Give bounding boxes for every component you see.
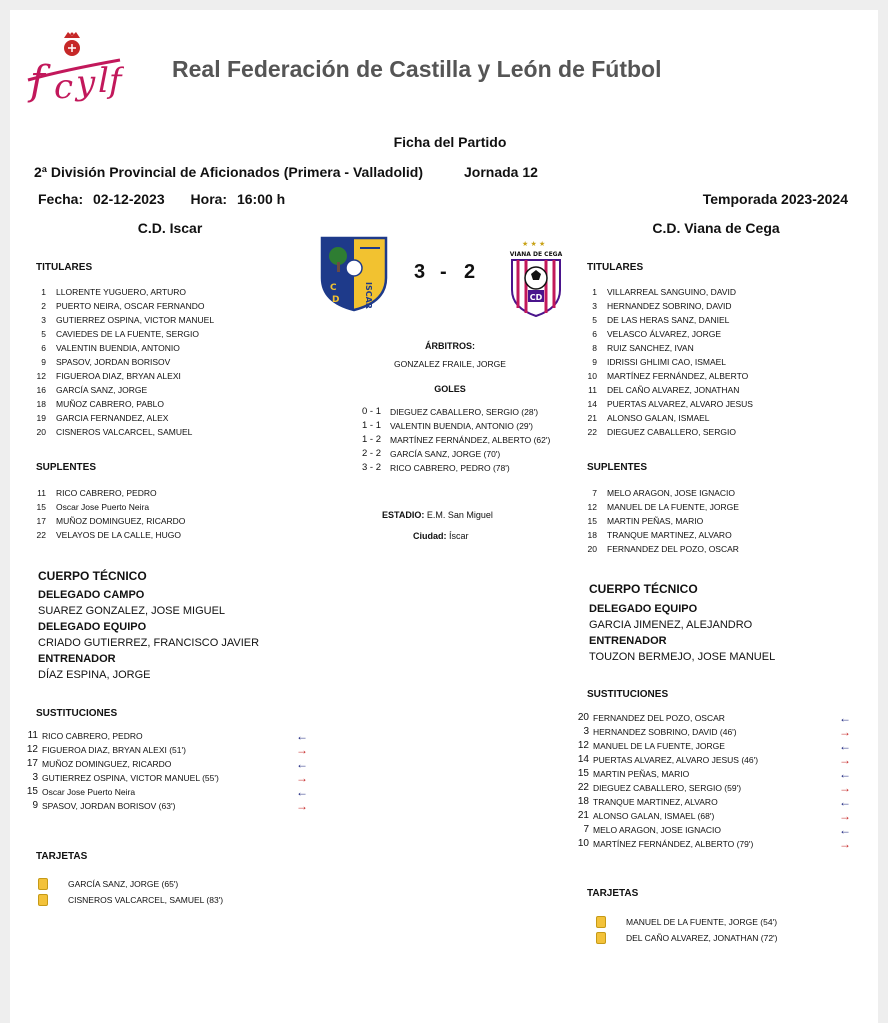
home-score: 3 xyxy=(414,261,426,283)
arrow-left-icon: ← xyxy=(839,795,851,809)
player-name: VELAYOS DE LA CALLE, HUGO xyxy=(56,530,182,540)
shirt-number: 8 xyxy=(592,343,597,353)
player-name: RICO CABRERO, PEDRO xyxy=(42,731,143,741)
player-name: FIGUEROA DIAZ, BRYAN ALEXI (51') xyxy=(42,745,186,755)
arrow-right-icon: → xyxy=(296,743,308,757)
goal-score: 1 - 1 xyxy=(362,420,382,431)
shirt-number: 22 xyxy=(577,782,589,793)
date-value: 02-12-2023 xyxy=(93,191,165,207)
player-name: GARCÍA SANZ, JORGE (65') xyxy=(68,879,179,889)
away-cards-heading: TARJETAS xyxy=(587,888,639,899)
sub-player-row xyxy=(28,528,185,542)
player-name: CAVIEDES DE LA FUENTE, SERGIO xyxy=(56,329,199,339)
shirt-number: 15 xyxy=(587,516,597,526)
player-name: MELO ARAGON, JOSE IGNACIO xyxy=(593,825,721,835)
substitution-row xyxy=(571,823,849,837)
starter-row xyxy=(28,285,214,299)
shirt-number: 5 xyxy=(592,315,597,325)
substitution-row xyxy=(571,725,849,739)
shirt-number: 10 xyxy=(577,838,589,849)
shirt-number: 6 xyxy=(41,343,46,353)
arrow-right-icon: → xyxy=(839,753,851,767)
org-title: Real Federación de Castilla y León de Fútbol xyxy=(172,56,662,82)
player-name: GARCÍA SANZ, JORGE xyxy=(56,385,148,395)
yellow-card-icon xyxy=(596,932,606,944)
player-name: PUERTAS ALVAREZ, ALVARO JESUS (46') xyxy=(593,755,759,765)
staff-role: ENTRENADOR xyxy=(589,635,667,647)
goal-scorer: GARCÍA SANZ, JORGE (70') xyxy=(390,449,501,459)
starter-row xyxy=(579,383,753,397)
shirt-number: 18 xyxy=(577,796,589,807)
substitution-row xyxy=(20,771,312,785)
substitution-row xyxy=(20,785,312,799)
starter-row xyxy=(28,425,214,439)
arrow-left-icon: ← xyxy=(296,729,308,743)
substitution-row xyxy=(571,739,849,753)
player-name: MELO ARAGON, JOSE IGNACIO xyxy=(607,488,735,498)
substitution-row xyxy=(571,711,849,725)
away-team-crest xyxy=(506,238,566,318)
shirt-number: 2 xyxy=(41,301,46,311)
stadium-label: ESTADIO: xyxy=(382,510,425,520)
shirt-number: 14 xyxy=(577,754,589,765)
score-separator: - xyxy=(440,261,447,283)
yellow-card-icon xyxy=(38,894,48,906)
home-substitutions-heading: SUSTITUCIONES xyxy=(36,708,118,719)
sub-player-row xyxy=(28,514,185,528)
home-subs-list xyxy=(28,486,185,542)
away-crest-badge: CD xyxy=(529,293,543,302)
starter-row xyxy=(579,425,753,439)
goal-score: 2 - 2 xyxy=(362,448,382,459)
arrow-left-icon: ← xyxy=(839,823,851,837)
staff-name: TOUZON BERMEJO, JOSE MANUEL xyxy=(589,651,776,663)
arrow-right-icon: → xyxy=(839,837,851,851)
goal-row xyxy=(362,433,550,447)
player-name: SPASOV, JORDAN BORISOV xyxy=(56,357,171,367)
starter-row xyxy=(579,411,753,425)
shirt-number: 7 xyxy=(592,488,597,498)
away-crest-stars: ★ ★ ★ xyxy=(522,240,546,248)
shirt-number: 3 xyxy=(592,301,597,311)
starter-row xyxy=(28,341,214,355)
away-cards-list xyxy=(596,914,778,946)
player-name: CISNEROS VALCARCEL, SAMUEL xyxy=(56,427,193,437)
goal-scorer: VALENTIN BUENDIA, ANTONIO (29') xyxy=(390,421,534,431)
player-name: FERNANDEZ DEL POZO, OSCAR xyxy=(607,544,739,554)
player-name: TRANQUE MARTINEZ, ALVARO xyxy=(593,797,718,807)
substitution-row xyxy=(571,781,849,795)
time-label: Hora: xyxy=(190,191,228,207)
sub-player-row xyxy=(579,542,739,556)
staff-name: CRIADO GUTIERREZ, FRANCISCO JAVIER xyxy=(38,637,260,649)
player-name: GARCIA FERNANDEZ, ALEX xyxy=(56,413,169,423)
sub-player-row xyxy=(28,500,185,514)
player-name: DIEGUEZ CABALLERO, SERGIO (59') xyxy=(593,783,742,793)
player-name: MARTÍNEZ FERNÁNDEZ, ALBERTO (79') xyxy=(593,839,754,849)
card-row xyxy=(596,914,778,930)
away-team-name: C.D. Viana de Cega xyxy=(652,220,780,236)
shirt-number: 10 xyxy=(587,371,597,381)
substitution-row xyxy=(571,795,849,809)
player-name: MARTIN PEÑAS, MARIO xyxy=(593,769,690,779)
season: Temporada 2023-2024 xyxy=(702,191,848,207)
away-staff-heading: CUERPO TÉCNICO xyxy=(589,582,698,596)
shirt-number: 17 xyxy=(26,758,38,769)
player-name: MARTIN PEÑAS, MARIO xyxy=(607,516,704,526)
starter-row xyxy=(28,383,214,397)
city-label: Ciudad: xyxy=(413,531,447,541)
player-name: RICO CABRERO, PEDRO xyxy=(56,488,157,498)
player-name: MUÑOZ CABRERO, PABLO xyxy=(56,399,164,409)
home-starters-list xyxy=(28,285,214,439)
shirt-number: 5 xyxy=(41,329,46,339)
svg-text:f: f xyxy=(30,58,45,104)
player-name: Oscar Jose Puerto Neira xyxy=(42,787,136,797)
shirt-number: 3 xyxy=(41,315,46,325)
sub-player-row xyxy=(28,486,185,500)
shirt-number: 18 xyxy=(36,399,46,409)
goal-row xyxy=(362,461,550,475)
player-name: LLORENTE YUGUERO, ARTURO xyxy=(56,287,187,297)
shirt-number: 21 xyxy=(577,810,589,821)
player-name: Oscar Jose Puerto Neira xyxy=(56,502,150,512)
arrow-right-icon: → xyxy=(839,809,851,823)
yellow-card-icon xyxy=(596,916,606,928)
home-cards-heading: TARJETAS xyxy=(36,851,88,862)
shirt-number: 15 xyxy=(577,768,589,779)
player-name: DEL CAÑO ALVAREZ, JONATHAN xyxy=(607,385,740,395)
player-name: TRANQUE MARTINEZ, ALVARO xyxy=(607,530,732,540)
starter-row xyxy=(28,313,214,327)
substitution-row xyxy=(20,743,312,757)
svg-text:C: C xyxy=(330,283,337,293)
stadium-line xyxy=(382,510,493,520)
match-sheet xyxy=(10,10,878,1023)
staff-role: DELEGADO CAMPO xyxy=(38,589,145,601)
player-name: MANUEL DE LA FUENTE, JORGE xyxy=(593,741,725,751)
city-line xyxy=(413,531,469,541)
starter-row xyxy=(579,327,753,341)
goal-row xyxy=(362,405,550,419)
city-value: Íscar xyxy=(449,531,469,541)
goal-scorer: RICO CABRERO, PEDRO (78') xyxy=(390,463,510,473)
staff-name: SUAREZ GONZALEZ, JOSE MIGUEL xyxy=(38,605,226,617)
away-score: 2 xyxy=(464,261,476,283)
away-starters-list xyxy=(579,285,753,439)
player-name: MUÑOZ DOMINGUEZ, RICARDO xyxy=(42,759,172,769)
starter-row xyxy=(579,313,753,327)
shirt-number: 22 xyxy=(36,530,46,540)
starter-row xyxy=(28,327,214,341)
home-substitutions-list xyxy=(20,729,312,813)
substitution-row xyxy=(571,809,849,823)
shirt-number: 11 xyxy=(588,385,597,395)
staff-role: ENTRENADOR xyxy=(38,653,116,665)
shirt-number: 12 xyxy=(36,371,46,381)
competition: 2ª División Provincial de Aficionados (Primera - Valladolid) xyxy=(34,164,423,180)
shirt-number: 3 xyxy=(32,772,38,783)
player-name: MANUEL DE LA FUENTE, JORGE xyxy=(607,502,739,512)
shirt-number: 20 xyxy=(36,427,46,437)
shirt-number: 20 xyxy=(587,544,597,554)
staff-name: DÍAZ ESPINA, JORGE xyxy=(38,669,151,681)
home-staff xyxy=(38,587,259,683)
arrow-left-icon: ← xyxy=(839,767,851,781)
substitution-row xyxy=(20,799,312,813)
shirt-number: 9 xyxy=(41,357,46,367)
player-name: VILLARREAL SANGUINO, DAVID xyxy=(607,287,736,297)
home-team-crest xyxy=(318,234,390,312)
away-staff xyxy=(589,601,775,665)
goals-heading: GOLES xyxy=(434,384,466,394)
away-subs-list xyxy=(579,486,739,556)
starter-row xyxy=(579,285,753,299)
starter-row xyxy=(579,341,753,355)
home-starters-heading: TITULARES xyxy=(36,262,93,273)
goal-scorer: DIEGUEZ CABALLERO, SERGIO (28') xyxy=(390,407,539,417)
player-name: ALONSO GALAN, ISMAEL (68') xyxy=(593,811,715,821)
arrow-right-icon: → xyxy=(839,781,851,795)
away-starters-heading: TITULARES xyxy=(587,262,644,273)
starter-row xyxy=(28,397,214,411)
shirt-number: 11 xyxy=(27,730,38,741)
starter-row xyxy=(28,411,214,425)
svg-text:c: c xyxy=(54,67,74,107)
shirt-number: 9 xyxy=(592,357,597,367)
player-name: VALENTIN BUENDIA, ANTONIO xyxy=(56,343,180,353)
shirt-number: 20 xyxy=(577,712,589,723)
away-crest-text: VIANA DE CEGA xyxy=(509,251,563,258)
shirt-number: 1 xyxy=(41,287,46,297)
away-substitutions-list xyxy=(571,711,849,851)
time-value: 16:00 h xyxy=(236,191,286,207)
shirt-number: 16 xyxy=(36,385,46,395)
shirt-number: 15 xyxy=(36,502,46,512)
card-row xyxy=(38,892,223,908)
player-name: FERNANDEZ DEL POZO, OSCAR xyxy=(593,713,725,723)
arrow-left-icon: ← xyxy=(296,757,308,771)
goal-score: 3 - 2 xyxy=(362,462,382,473)
player-name: DEL CAÑO ALVAREZ, JONATHAN (72') xyxy=(626,933,778,943)
shirt-number: 17 xyxy=(36,516,46,526)
staff-name: GARCIA JIMENEZ, ALEJANDRO xyxy=(589,619,753,631)
sheet-title: Ficha del Partido xyxy=(393,134,507,150)
goal-row xyxy=(362,419,550,433)
player-name: IDRISSI GHLIMI CAO, ISMAEL xyxy=(607,357,727,367)
svg-text:ISCAR: ISCAR xyxy=(364,282,373,309)
player-name: DE LAS HERAS SANZ, DANIEL xyxy=(607,315,730,325)
staff-role: DELEGADO EQUIPO xyxy=(589,603,698,615)
shirt-number: 7 xyxy=(583,824,589,835)
yellow-card-icon xyxy=(38,878,48,890)
starter-row xyxy=(579,369,753,383)
player-name: HERNANDEZ SOBRINO, DAVID xyxy=(607,301,732,311)
referees-heading: ÁRBITROS: xyxy=(425,341,475,351)
shirt-number: 3 xyxy=(583,726,589,737)
away-subs-heading: SUPLENTES xyxy=(587,462,648,473)
date-label: Fecha: xyxy=(38,191,84,207)
player-name: ALONSO GALAN, ISMAEL xyxy=(607,413,710,423)
shirt-number: 21 xyxy=(587,413,597,423)
starter-row xyxy=(579,299,753,313)
player-name: HERNANDEZ SOBRINO, DAVID (46') xyxy=(593,727,737,737)
round: Jornada 12 xyxy=(464,164,538,180)
svg-text:y: y xyxy=(76,63,96,103)
substitution-row xyxy=(20,729,312,743)
shirt-number: 18 xyxy=(587,530,597,540)
sub-player-row xyxy=(579,514,739,528)
home-team-name: C.D. Iscar xyxy=(137,220,203,236)
svg-text:lf: lf xyxy=(98,61,122,101)
player-name: MANUEL DE LA FUENTE, JORGE (54') xyxy=(626,917,778,927)
substitution-row xyxy=(571,753,849,767)
substitution-row xyxy=(571,767,849,781)
starter-row xyxy=(28,369,214,383)
svg-text:D: D xyxy=(332,295,340,305)
player-name: VELASCO ÁLVAREZ, JORGE xyxy=(607,329,721,339)
home-staff-heading: CUERPO TÉCNICO xyxy=(38,569,147,583)
shirt-number: 12 xyxy=(577,740,589,751)
fcylf-logo xyxy=(24,30,124,118)
card-row xyxy=(38,876,223,892)
shirt-number: 11 xyxy=(37,488,46,498)
starter-row xyxy=(579,355,753,369)
starter-row xyxy=(28,299,214,313)
arrow-right-icon: → xyxy=(296,771,308,785)
player-name: MARTÍNEZ FERNÁNDEZ, ALBERTO xyxy=(607,371,749,381)
shirt-number: 19 xyxy=(36,413,46,423)
player-name: CISNEROS VALCARCEL, SAMUEL (83') xyxy=(68,895,224,905)
starter-row xyxy=(28,355,214,369)
goals-list xyxy=(362,405,550,475)
stadium-value: E.M. San Miguel xyxy=(426,510,493,520)
player-name: SPASOV, JORDAN BORISOV (63') xyxy=(42,801,176,811)
goal-scorer: MARTÍNEZ FERNÁNDEZ, ALBERTO (62') xyxy=(390,435,551,445)
home-subs-heading: SUPLENTES xyxy=(36,462,97,473)
sub-player-row xyxy=(579,528,739,542)
card-row xyxy=(596,930,778,946)
goal-row xyxy=(362,447,550,461)
shirt-number: 12 xyxy=(26,744,38,755)
away-substitutions-heading: SUSTITUCIONES xyxy=(587,689,669,700)
shirt-number: 1 xyxy=(592,287,597,297)
player-name: RUIZ SANCHEZ, IVAN xyxy=(607,343,694,353)
shirt-number: 6 xyxy=(592,329,597,339)
player-name: PUERTAS ALVAREZ, ALVARO JESUS xyxy=(607,399,753,409)
substitution-row xyxy=(571,837,849,851)
shirt-number: 12 xyxy=(587,502,597,512)
shirt-number: 15 xyxy=(26,786,38,797)
shirt-number: 9 xyxy=(32,800,38,811)
date-line xyxy=(38,191,285,207)
staff-role: DELEGADO EQUIPO xyxy=(38,621,147,633)
starter-row xyxy=(579,397,753,411)
arrow-right-icon: → xyxy=(296,799,308,813)
sub-player-row xyxy=(579,486,739,500)
home-cards-list xyxy=(38,876,223,908)
shirt-number: 22 xyxy=(587,427,597,437)
player-name: FIGUEROA DIAZ, BRYAN ALEXI xyxy=(56,371,181,381)
goal-score: 0 - 1 xyxy=(362,406,382,417)
shirt-number: 14 xyxy=(587,399,597,409)
player-name: PUERTO NEIRA, OSCAR FERNANDO xyxy=(56,301,205,311)
goal-score: 1 - 2 xyxy=(362,434,382,445)
player-name: DIEGUEZ CABALLERO, SERGIO xyxy=(607,427,736,437)
arrow-left-icon: ← xyxy=(839,739,851,753)
arrow-left-icon: ← xyxy=(839,711,851,725)
player-name: GUTIERREZ OSPINA, VICTOR MANUEL (55') xyxy=(42,773,219,783)
player-name: MUÑOZ DOMINGUEZ, RICARDO xyxy=(56,516,186,526)
referee-name: GONZALEZ FRAILE, JORGE xyxy=(394,359,506,369)
arrow-left-icon: ← xyxy=(296,785,308,799)
arrow-right-icon: → xyxy=(839,725,851,739)
player-name: GUTIERREZ OSPINA, VICTOR MANUEL xyxy=(56,315,215,325)
sub-player-row xyxy=(579,500,739,514)
substitution-row xyxy=(20,757,312,771)
